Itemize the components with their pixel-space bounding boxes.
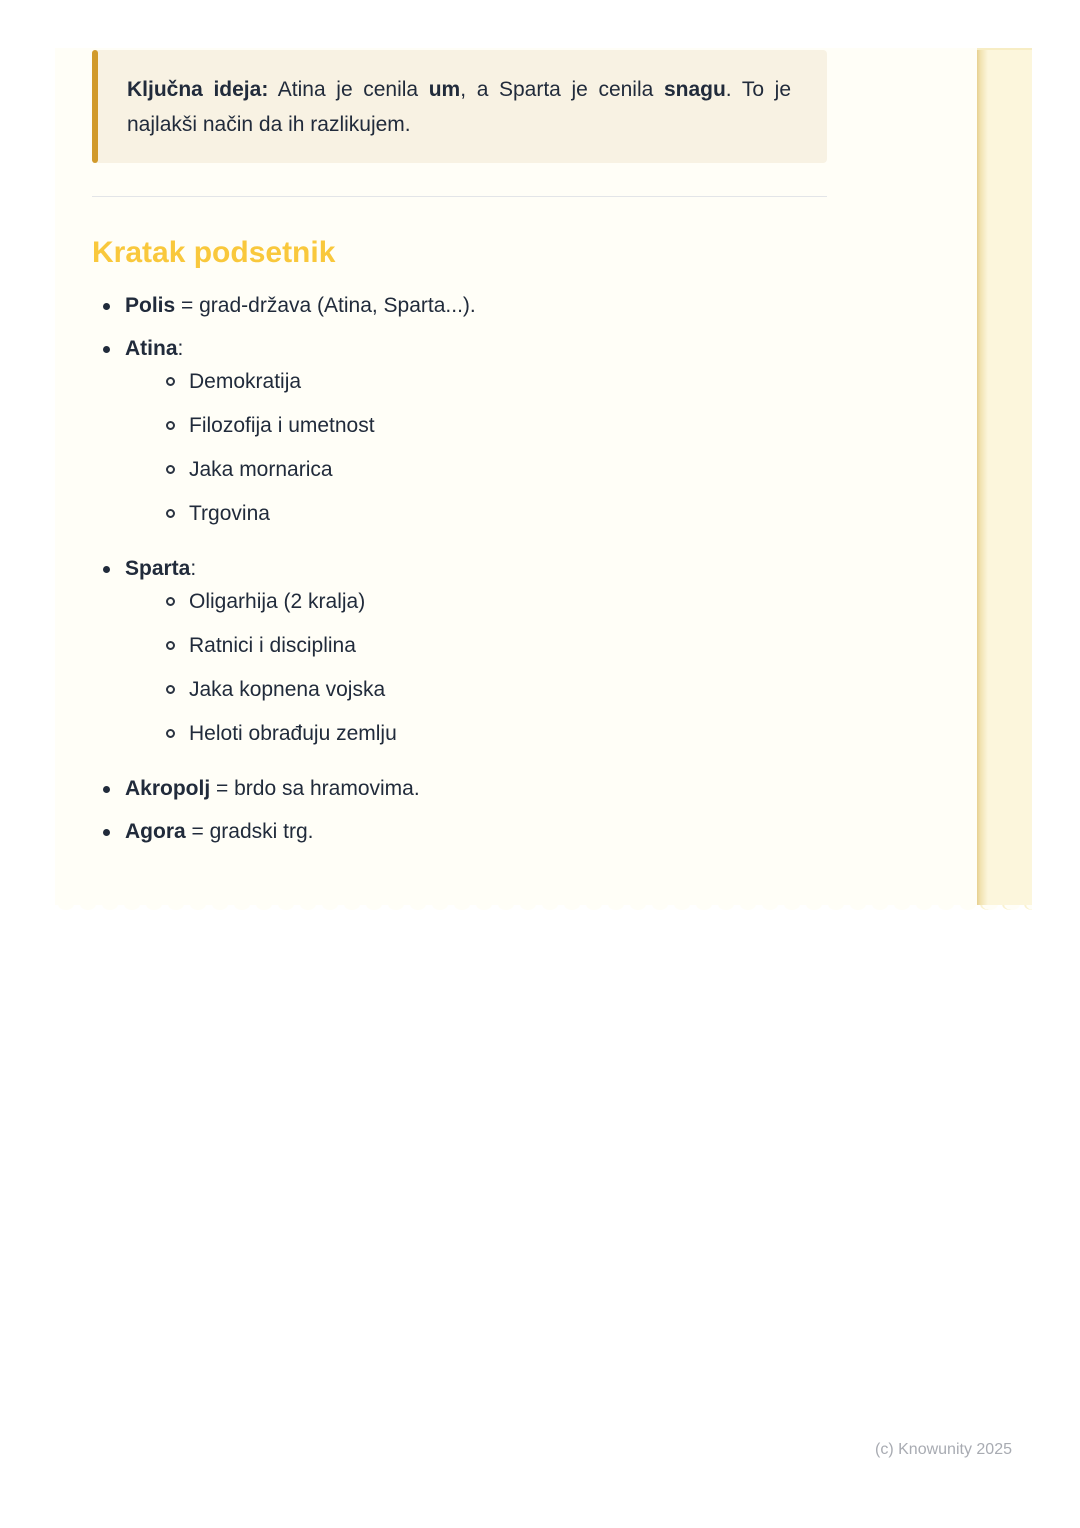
term: Agora xyxy=(125,820,186,843)
sublist-item xyxy=(125,500,827,528)
bullet-dot-icon xyxy=(103,829,110,836)
bullet-circle-icon xyxy=(166,597,175,606)
callout-accent-bar xyxy=(92,50,98,163)
sublist-item-text: Jaka mornarica xyxy=(189,458,333,481)
sparta-sublist xyxy=(125,588,827,748)
definition: = grad-država (Atina, Sparta...). xyxy=(175,294,476,317)
term: Polis xyxy=(125,294,176,317)
bullet-circle-icon xyxy=(166,465,175,474)
bullet-dot-icon xyxy=(103,346,110,353)
page-content xyxy=(92,50,827,846)
sublist-item xyxy=(125,412,827,440)
callout-bold-word: snagu xyxy=(663,78,726,101)
list-item xyxy=(92,775,827,803)
bullet-circle-icon xyxy=(166,641,175,650)
list-item-text xyxy=(125,555,827,760)
section-title: Kratak podsetnik xyxy=(92,236,336,269)
bullet-dot-icon xyxy=(103,786,110,793)
list-item-text xyxy=(125,818,827,846)
callout-segment: . To je xyxy=(725,78,791,101)
copyright-footer: (c) Knowunity 2025 xyxy=(875,1441,1012,1458)
list-item xyxy=(92,555,827,760)
sublist-item-text: Trgovina xyxy=(189,502,270,525)
term: Atina xyxy=(125,337,178,360)
sublist-item xyxy=(125,456,827,484)
callout-segment: , a Sparta je cenila xyxy=(460,78,664,101)
bullet-dot-icon xyxy=(103,566,110,573)
callout-line-2: najlakši način da ih razlikujem. xyxy=(127,113,411,136)
bullet-circle-icon xyxy=(166,685,175,694)
sublist-item-text: Ratnici i disciplina xyxy=(189,634,356,657)
key-idea-callout xyxy=(92,50,827,163)
summary-list xyxy=(92,292,827,846)
bullet-dot-icon xyxy=(103,303,110,310)
list-item-text xyxy=(125,775,827,803)
list-item xyxy=(92,292,827,320)
definition: = gradski trg. xyxy=(185,820,314,843)
definition: = brdo sa hramovima. xyxy=(210,777,420,800)
sublist-item xyxy=(125,368,827,396)
divider xyxy=(92,196,827,197)
term: Akropolj xyxy=(125,777,211,800)
sublist-item-text: Heloti obrađuju zemlju xyxy=(189,722,397,745)
list-item-text xyxy=(125,335,827,540)
callout-label: Ključna ideja: xyxy=(127,78,269,101)
bullet-circle-icon xyxy=(166,729,175,738)
definition: : xyxy=(177,337,184,360)
callout-bold-word: um xyxy=(428,78,461,101)
sublist-item-text: Jaka kopnena vojska xyxy=(189,678,386,701)
callout-segment: Atina je cenila xyxy=(268,78,429,101)
sublist-item-text: Oligarhija (2 kralja) xyxy=(189,590,366,613)
sublist-item xyxy=(125,632,827,660)
callout-text xyxy=(92,50,827,163)
definition: : xyxy=(190,557,197,580)
sublist-item-text: Filozofija i umetnost xyxy=(189,414,375,437)
sublist-item-text: Demokratija xyxy=(189,370,302,393)
paper-sheet xyxy=(55,48,1032,905)
list-item-text xyxy=(125,292,827,320)
sublist-item xyxy=(125,588,827,616)
bullet-circle-icon xyxy=(166,377,175,386)
callout-line-1 xyxy=(127,72,791,107)
list-item xyxy=(92,335,827,540)
page-edge-stripe xyxy=(977,48,1032,905)
term: Sparta xyxy=(125,557,191,580)
list-item xyxy=(92,818,827,846)
atina-sublist xyxy=(125,368,827,528)
bullet-circle-icon xyxy=(166,509,175,518)
bullet-circle-icon xyxy=(166,421,175,430)
sublist-item xyxy=(125,676,827,704)
sublist-item xyxy=(125,720,827,748)
